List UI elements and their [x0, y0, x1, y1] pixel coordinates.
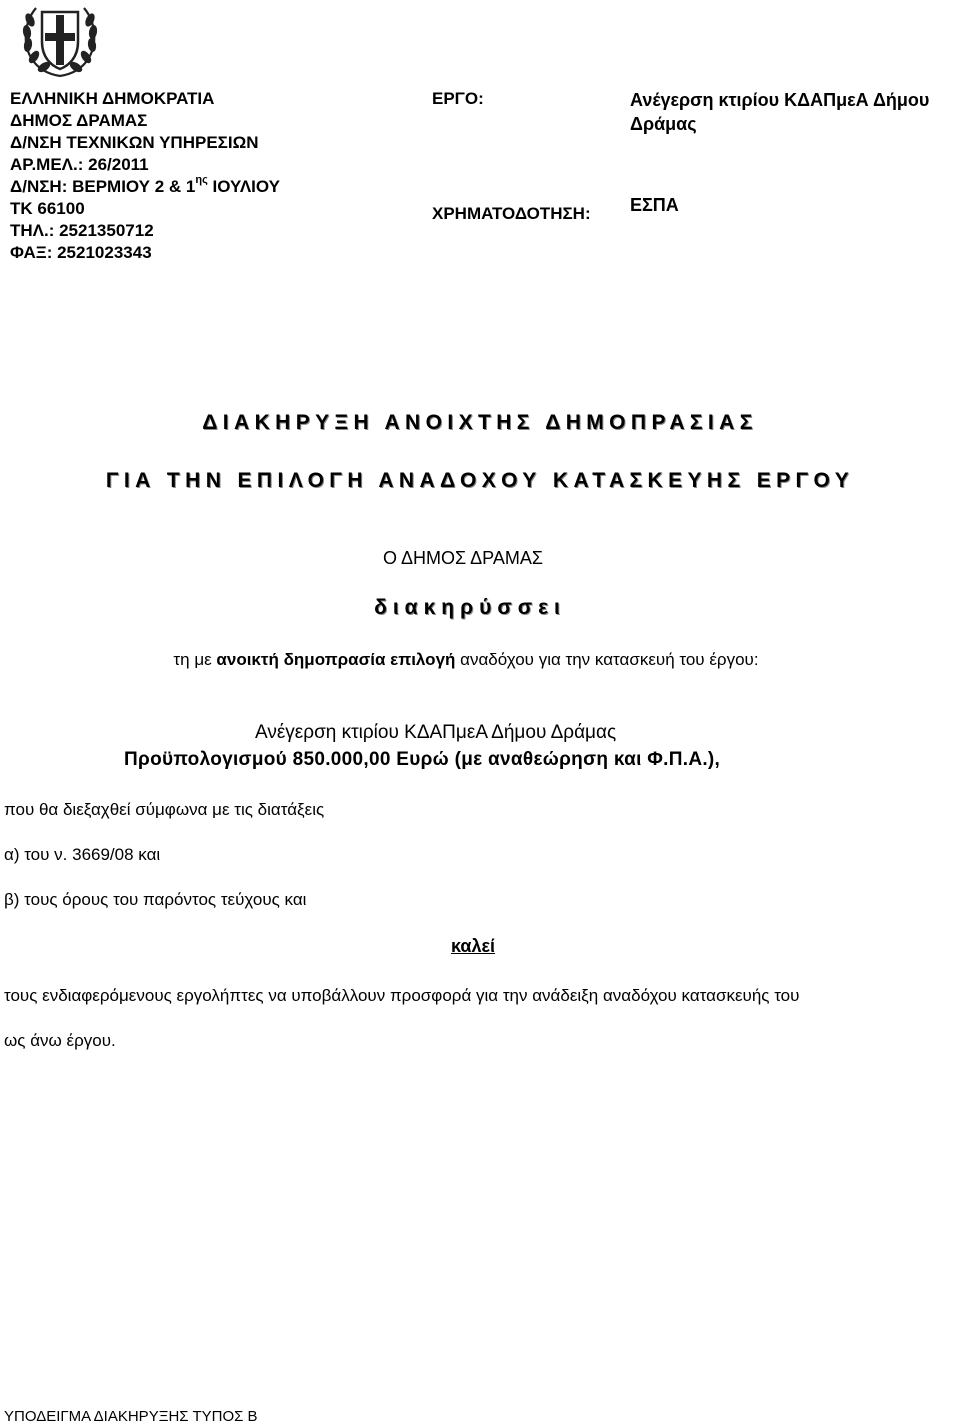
header-line-municipality: ΔΗΜΟΣ ΔΡΑΜΑΣ	[10, 111, 148, 130]
budget-line: Προϋπολογισμού 850.000,00 Ευρώ (με αναθεώρηση και Φ.Π.Α.),	[124, 749, 721, 770]
issuer-header	[10, 88, 280, 264]
intro-line	[0, 650, 932, 670]
header-line-phone: ΤΗΛ.: 2521350712	[10, 221, 154, 240]
greek-coat-of-arms-icon	[18, 2, 102, 80]
header-line-address	[10, 176, 280, 198]
funding-value: ΕΣΠΑ	[630, 195, 679, 215]
invites-word: καλεί	[450, 936, 496, 956]
header-line-country: ΕΛΛΗΝΙΚΗ ΔΗΜΟΚΡΑΤΙΑ	[10, 89, 215, 108]
document-subtitle: ΓΙΑ ΤΗΝ ΕΠΙΛΟΓΗ ΑΝΑΔΟΧΟΥ ΚΑΤΑΣΚΕΥΗΣ ΕΡΓΟΥ	[105, 469, 855, 492]
address-suffix: ΙΟΥΛΙΟΥ	[207, 177, 280, 196]
funding-label: ΧΡΗΜΑΤΟΔΟΤΗΣΗ:	[432, 204, 591, 223]
page-footer: ΥΠΟΔΕΙΓΜΑ ΔΙΑΚΗΡΥΞΗΣ ΤΥΠΟΣ Β	[4, 1408, 258, 1425]
project-label: ΕΡΓΟ:	[432, 89, 484, 108]
proclaims-word: διακηρύσσει	[374, 596, 566, 619]
body-line-end: ως άνω έργου.	[4, 1031, 116, 1050]
intro-part1: τη με	[173, 650, 217, 669]
intro-bold: ανοικτή δημοπρασία επιλογή	[216, 650, 456, 669]
body-line-invitation: τους ενδιαφερόμενους εργολήπτες να υποβάλλουν προσφορά για την ανάδειξη αναδόχου κατασκευής του	[4, 986, 800, 1005]
issuer-statement: Ο ΔΗΜΟΣ ΔΡΑΜΑΣ	[383, 548, 543, 568]
header-line-reference: ΑΡ.ΜΕΛ.: 26/2011	[10, 155, 149, 174]
header-line-department: Δ/ΝΣΗ ΤΕΧΝΙΚΩΝ ΥΠΗΡΕΣΙΩΝ	[10, 133, 259, 152]
body-line-law: α) του ν. 3669/08 και	[4, 845, 161, 864]
intro-part2: αναδόχου για την κατασκευή του έργου:	[455, 650, 759, 669]
body-line-provisions: που θα διεξαχθεί σύμφωνα με τις διατάξεις	[4, 800, 325, 819]
header-line-fax: ΦΑΞ: 2521023343	[10, 243, 152, 262]
project-name: Ανέγερση κτιρίου ΚΔΑΠμεΑ Δήμου Δράμας	[255, 722, 617, 743]
address-prefix: Δ/ΝΣΗ: ΒΕΡΜΙΟΥ 2 & 1	[10, 177, 196, 196]
address-sup: ης	[195, 174, 208, 186]
body-line-terms: β) τους όρους του παρόντος τεύχους και	[4, 890, 307, 909]
document-title: ΔΙΑΚΗΡΥΞΗ ΑΝΟΙΧΤΗΣ ΔΗΜΟΠΡΑΣΙΑΣ	[202, 411, 758, 434]
header-line-postcode: ΤΚ 66100	[10, 199, 85, 218]
project-value: Ανέγερση κτιρίου ΚΔΑΠμεΑ Δήμου Δράμας	[630, 90, 930, 134]
